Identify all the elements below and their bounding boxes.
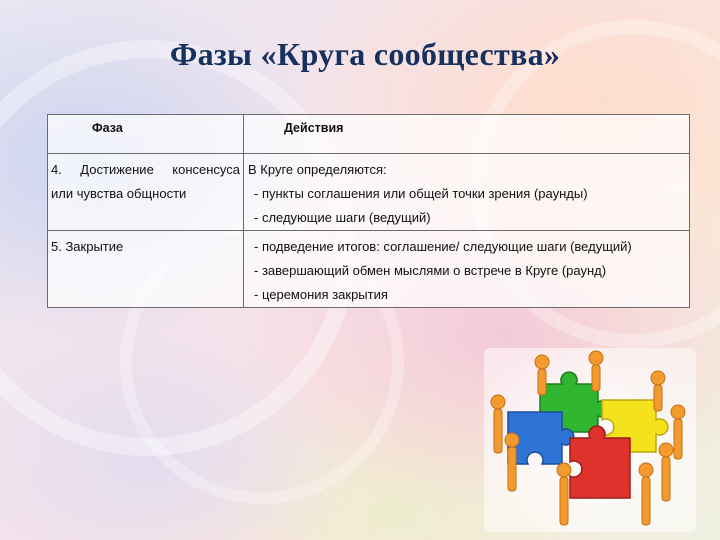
action-item: - следующие шаги (ведущий)	[254, 210, 431, 225]
action-item: - подведение итогов: соглашение/ следующие шаги (ведущий)	[254, 239, 632, 254]
actions-intro: В Круге определяются:	[248, 162, 387, 177]
table-row	[48, 231, 690, 308]
table-header-row	[48, 115, 690, 154]
header-actions: Действия	[244, 115, 690, 154]
slide-title: Фазы «Круга сообщества»	[169, 36, 561, 72]
table-row	[48, 154, 690, 231]
action-item: - завершающий обмен мыслями о встрече в Круге (раунд)	[254, 263, 607, 278]
phase-line: 5. Закрытие	[51, 239, 124, 254]
people-assembling-puzzle-icon	[478, 342, 700, 534]
header-phase: Фаза	[48, 115, 244, 154]
phase-line: 4. Достижение консенсуса	[51, 162, 240, 177]
actions-cell	[244, 231, 690, 308]
phase-line: или чувства общности	[51, 186, 187, 201]
phase-cell	[48, 154, 244, 231]
actions-cell	[244, 154, 690, 231]
action-item: - пункты соглашения или общей точки зрения (раунды)	[254, 186, 588, 201]
phases-table	[47, 114, 690, 308]
phase-cell	[48, 231, 244, 308]
action-item: - церемония закрытия	[254, 287, 388, 302]
